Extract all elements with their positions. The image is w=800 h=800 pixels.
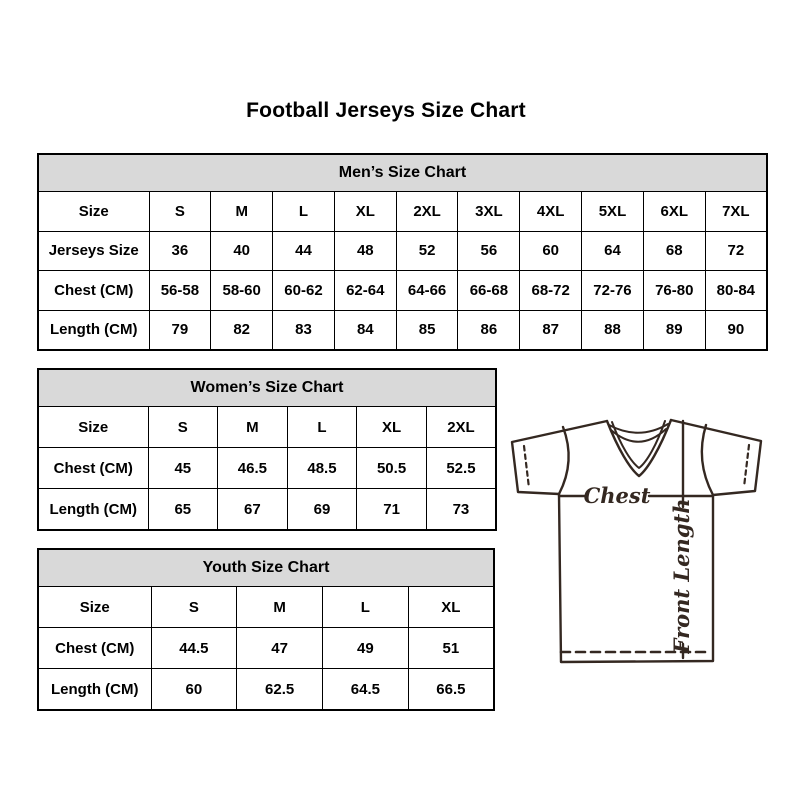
size-cell: 66-68 xyxy=(458,271,520,311)
size-cell: 79 xyxy=(149,310,211,350)
right-cuff-stitch xyxy=(744,445,749,487)
size-cell: 71 xyxy=(357,489,427,531)
size-cell: 76-80 xyxy=(643,271,705,311)
size-cell: 48.5 xyxy=(287,448,357,489)
size-cell: 5XL xyxy=(582,192,644,232)
size-cell: 72 xyxy=(705,231,767,271)
size-cell: 52 xyxy=(396,231,458,271)
size-cell: 50.5 xyxy=(357,448,427,489)
row-label: Length (CM) xyxy=(38,310,149,350)
mens-size-table xyxy=(37,153,768,351)
size-cell: 90 xyxy=(705,310,767,350)
table-row xyxy=(38,669,494,711)
size-cell: 36 xyxy=(149,231,211,271)
size-cell: S xyxy=(148,407,218,448)
size-cell: 82 xyxy=(211,310,273,350)
table-row xyxy=(38,271,767,311)
size-cell: 49 xyxy=(323,628,409,669)
size-cell: 60 xyxy=(520,231,582,271)
size-cell: 64 xyxy=(582,231,644,271)
size-cell: M xyxy=(211,192,273,232)
size-cell: 88 xyxy=(582,310,644,350)
left-cuff-stitch xyxy=(524,446,529,488)
table-row xyxy=(38,407,496,448)
mens-table-title: Men’s Size Chart xyxy=(38,154,767,192)
table-row xyxy=(38,448,496,489)
jersey-diagram-icon xyxy=(497,407,769,673)
collar-band-curve-1 xyxy=(609,424,668,433)
size-cell: 58-60 xyxy=(211,271,273,311)
size-cell: XL xyxy=(357,407,427,448)
size-cell: 2XL xyxy=(426,407,496,448)
size-cell: 84 xyxy=(334,310,396,350)
size-cell: 44 xyxy=(273,231,335,271)
size-cell: 51 xyxy=(408,628,494,669)
size-cell: 60-62 xyxy=(273,271,335,311)
size-cell: 69 xyxy=(287,489,357,531)
size-cell: 83 xyxy=(273,310,335,350)
size-cell: L xyxy=(323,587,409,628)
size-cell: XL xyxy=(334,192,396,232)
size-cell: 66.5 xyxy=(408,669,494,711)
row-label: Length (CM) xyxy=(38,669,151,711)
size-cell: 89 xyxy=(643,310,705,350)
womens-table-title: Women’s Size Chart xyxy=(38,369,496,407)
size-cell: 72-76 xyxy=(582,271,644,311)
size-cell: 47 xyxy=(237,628,323,669)
size-cell: 62.5 xyxy=(237,669,323,711)
size-cell: 87 xyxy=(520,310,582,350)
right-armhole-seam xyxy=(702,425,713,495)
row-label: Chest (CM) xyxy=(38,628,151,669)
size-cell: 80-84 xyxy=(705,271,767,311)
youth-size-table xyxy=(37,548,495,711)
size-cell: 48 xyxy=(334,231,396,271)
row-label: Length (CM) xyxy=(38,489,148,531)
size-cell: 40 xyxy=(211,231,273,271)
row-label: Chest (CM) xyxy=(38,271,149,311)
youth-table-title: Youth Size Chart xyxy=(38,549,494,587)
size-cell: 46.5 xyxy=(218,448,288,489)
size-cell: L xyxy=(287,407,357,448)
row-label: Size xyxy=(38,407,148,448)
collar-inner-v xyxy=(612,421,665,468)
size-cell: 3XL xyxy=(458,192,520,232)
size-cell: S xyxy=(151,587,237,628)
size-cell: 2XL xyxy=(396,192,458,232)
size-cell: 6XL xyxy=(643,192,705,232)
size-cell: 64-66 xyxy=(396,271,458,311)
table-row xyxy=(38,587,494,628)
size-cell: 65 xyxy=(148,489,218,531)
size-cell: 56-58 xyxy=(149,271,211,311)
womens-size-table xyxy=(37,368,497,531)
table-row xyxy=(38,489,496,531)
left-armhole-seam xyxy=(559,427,569,494)
table-row xyxy=(38,192,767,232)
table-row xyxy=(38,310,767,350)
chest-label: Chest xyxy=(583,483,651,508)
size-cell: 45 xyxy=(148,448,218,489)
size-cell: 7XL xyxy=(705,192,767,232)
row-label: Jerseys Size xyxy=(38,231,149,271)
row-label: Chest (CM) xyxy=(38,448,148,489)
size-cell: M xyxy=(237,587,323,628)
jersey-measurement-diagram xyxy=(497,407,769,673)
size-cell: 52.5 xyxy=(426,448,496,489)
page-title: Football Jerseys Size Chart xyxy=(246,99,526,122)
size-cell: XL xyxy=(408,587,494,628)
size-cell: 44.5 xyxy=(151,628,237,669)
row-label: Size xyxy=(38,192,149,232)
size-cell: 4XL xyxy=(520,192,582,232)
jersey-outline xyxy=(512,420,761,662)
size-cell: 86 xyxy=(458,310,520,350)
size-cell: 64.5 xyxy=(323,669,409,711)
size-cell: 60 xyxy=(151,669,237,711)
front-length-label: Front Length xyxy=(669,498,694,654)
row-label: Size xyxy=(38,587,151,628)
table-row xyxy=(38,628,494,669)
size-cell: 68 xyxy=(643,231,705,271)
size-cell: 56 xyxy=(458,231,520,271)
size-cell: 62-64 xyxy=(334,271,396,311)
size-cell: 73 xyxy=(426,489,496,531)
size-cell: 85 xyxy=(396,310,458,350)
size-cell: S xyxy=(149,192,211,232)
table-row xyxy=(38,231,767,271)
size-cell: L xyxy=(273,192,335,232)
size-cell: 67 xyxy=(218,489,288,531)
size-cell: M xyxy=(218,407,288,448)
size-cell: 68-72 xyxy=(520,271,582,311)
